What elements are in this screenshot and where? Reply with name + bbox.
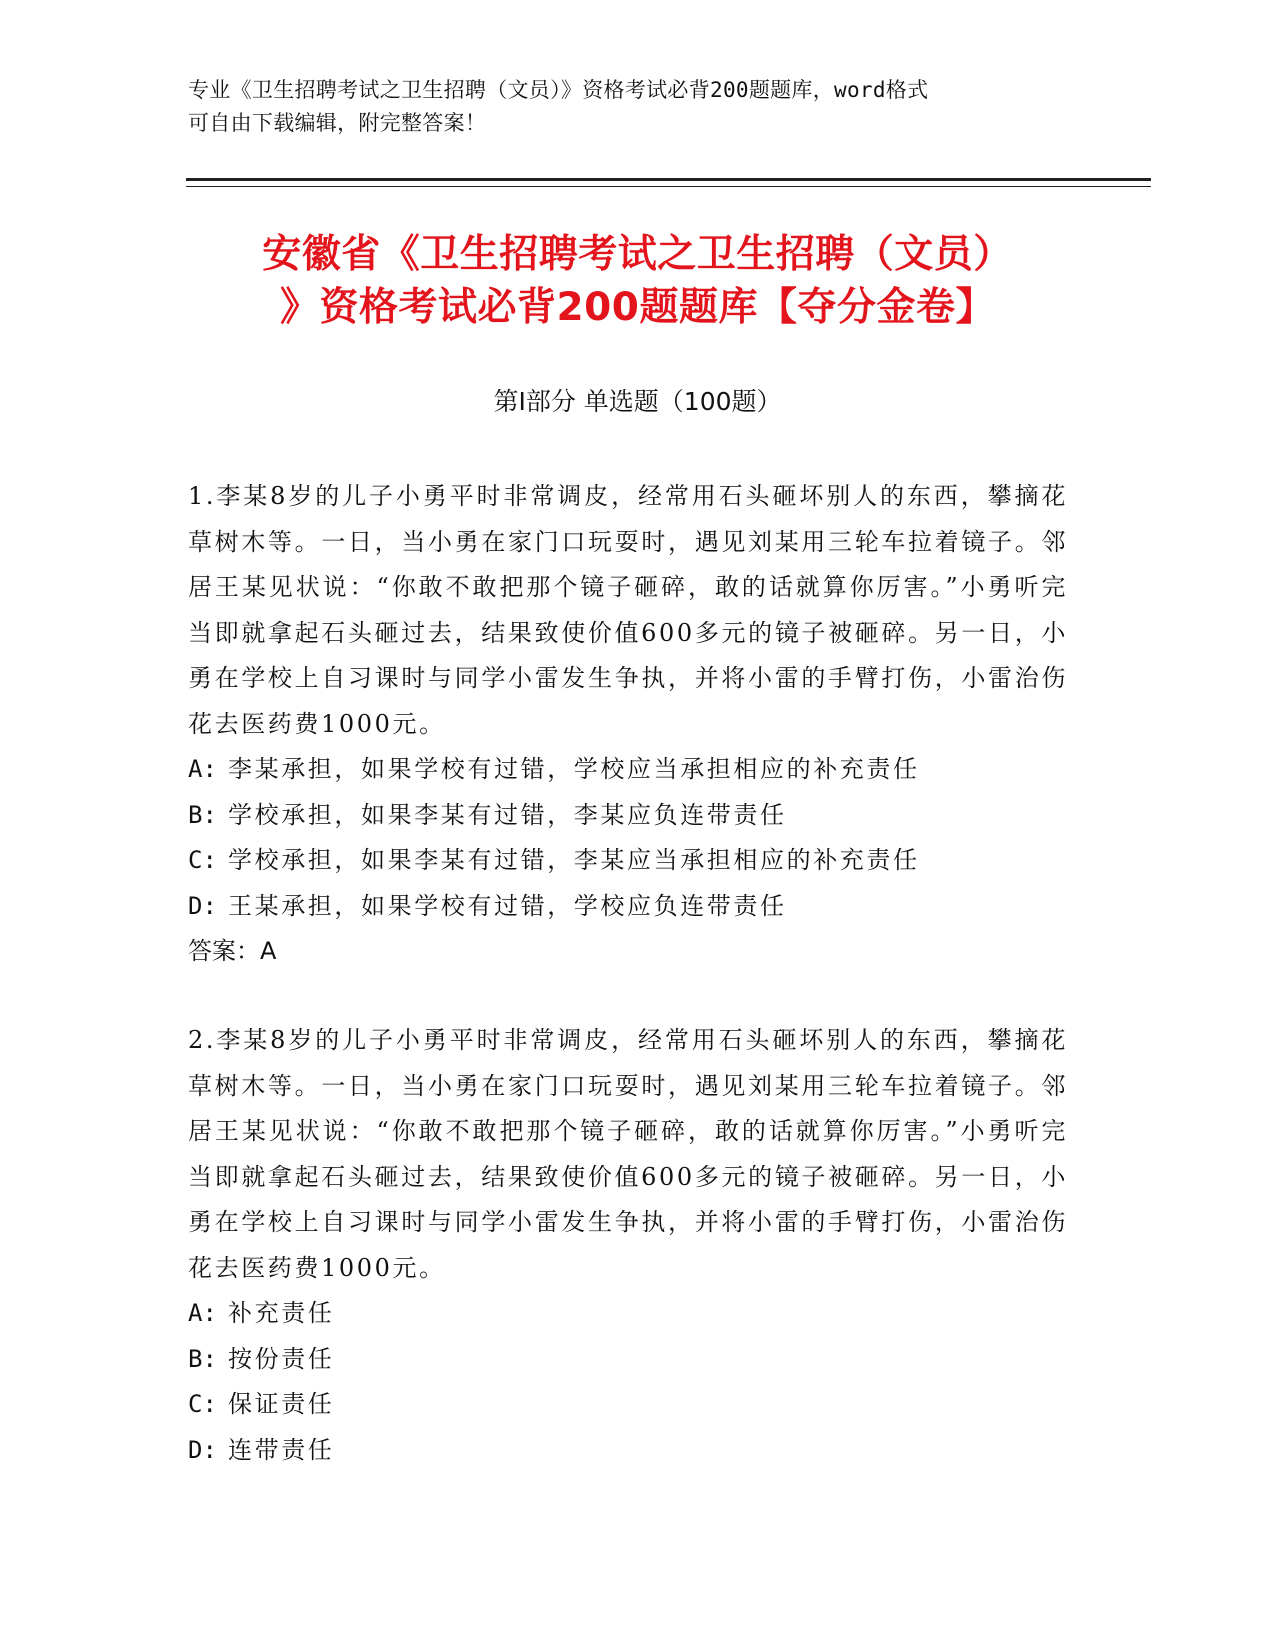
option-text: 李某承担，如果学校有过错，学校应当承担相应的补充责任	[228, 755, 920, 783]
option-text: 学校承担，如果李某有过错，李某应当承担相应的补充责任	[228, 846, 920, 874]
option-letter: D:	[188, 891, 217, 920]
option-a	[188, 747, 1068, 793]
header-rule-thin	[186, 186, 1151, 187]
option-letter: A:	[188, 755, 217, 783]
question-1	[188, 474, 1068, 975]
option-text: 保证责任	[228, 1390, 335, 1418]
question-stem: 1.李某8岁的儿子小勇平时非常调皮，经常用石头砸坏别人的东西，攀摘花草树木等。一日，当小勇在家门口玩耍时，遇见刘某用三轮车拉着镜子。邻居王某见状说：“你敢不敢把那个镜子砸碎，敢的话就算你厉害。”小勇听完当即就拿起石头砸过去，结果致使价值600多元的镜子被砸碎。另一日，小勇在学校上自习课时与同学小雷发生争执，并将小雷的手臂打伤，小雷治伤花去医药费1000元。	[188, 482, 1068, 738]
option-text: 学校承担，如果李某有过错，李某应负连带责任	[228, 800, 787, 829]
title-line-1: 安徽省《卫生招聘考试之卫生招聘（文员）	[262, 232, 1013, 277]
option-letter: B:	[188, 1344, 217, 1373]
option-text: 补充责任	[228, 1299, 335, 1327]
title-line-2: 》资格考试必背200题题库【夺分金卷】	[280, 285, 995, 330]
option-b	[188, 793, 1068, 839]
header-line-1: 专业《卫生招聘考试之卫生招聘（文员）》资格考试必背200题题库，word格式	[188, 78, 929, 102]
option-text: 按份责任	[228, 1344, 335, 1373]
option-text: 王某承担，如果学校有过错，学校应负连带责任	[228, 891, 787, 920]
option-letter: B:	[188, 800, 217, 829]
option-d	[188, 1428, 1068, 1474]
option-letter: D:	[188, 1435, 217, 1464]
option-letter: C:	[188, 1390, 217, 1418]
header-rule-thick	[186, 178, 1151, 181]
header-note	[188, 74, 1068, 140]
header-line-2: 可自由下载编辑，附完整答案！	[188, 111, 487, 135]
option-text: 连带责任	[228, 1435, 335, 1464]
document-title	[160, 228, 1115, 334]
option-c	[188, 838, 1068, 884]
option-letter: C:	[188, 846, 217, 874]
question-stem: 2.李某8岁的儿子小勇平时非常调皮，经常用石头砸坏别人的东西，攀摘花草树木等。一日，当小勇在家门口玩耍时，遇见刘某用三轮车拉着镜子。邻居王某见状说：“你敢不敢把那个镜子砸碎，敢的话就算你厉害。”小勇听完当即就拿起石头砸过去，结果致使价值600多元的镜子被砸碎。另一日，小勇在学校上自习课时与同学小雷发生争执，并将小雷的手臂打伤，小雷治伤花去医药费1000元。	[188, 1026, 1068, 1282]
option-b	[188, 1337, 1068, 1383]
question-2	[188, 1018, 1068, 1473]
answer: 答案：A	[188, 937, 277, 965]
option-d	[188, 884, 1068, 930]
section-heading: 第Ⅰ部分 单选题（100题）	[493, 387, 782, 416]
option-a	[188, 1291, 1068, 1337]
option-letter: A:	[188, 1299, 217, 1327]
option-c	[188, 1382, 1068, 1428]
